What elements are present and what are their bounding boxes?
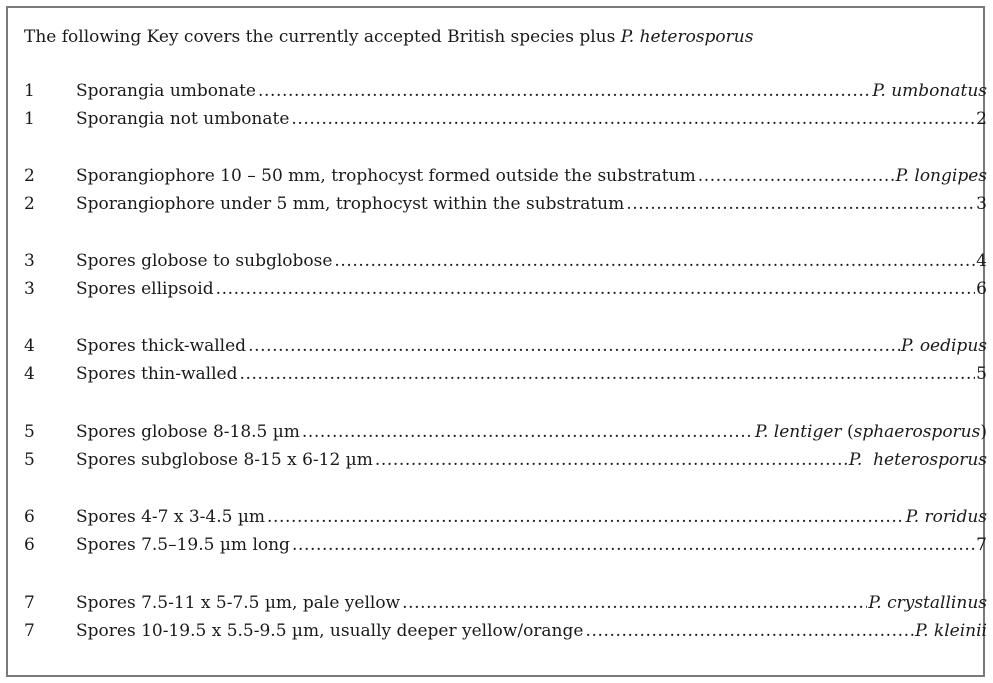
lead-target: 2 (976, 109, 987, 129)
key-row (24, 590, 987, 616)
lead-description: Spores 4-7 x 3-4.5 µm (76, 507, 266, 527)
couplet-number: 3 (24, 279, 35, 299)
leader-dots (626, 191, 975, 217)
lead-target (754, 419, 987, 445)
paren-close: ) (980, 422, 987, 442)
couplet-number: 7 (24, 621, 35, 641)
key-row (24, 191, 987, 217)
couplet-number: 1 (24, 81, 35, 101)
lead-description: Sporangiophore under 5 mm, trophocyst within the substratum (76, 194, 625, 214)
couplet-number: 6 (24, 535, 35, 555)
lead-target: 5 (976, 364, 987, 384)
key-row (24, 419, 987, 445)
lead-description: Spores thick-walled (76, 336, 247, 356)
lead-description: Spores globose to subglobose (76, 251, 333, 271)
lead-description: Spores 10-19.5 x 5.5-9.5 µm, usually deeper yellow/orange (76, 621, 584, 641)
key-lead (76, 106, 987, 132)
identification-key-box (6, 6, 985, 677)
key-row (24, 248, 987, 274)
key-row (24, 504, 987, 530)
leader-dots (248, 333, 900, 359)
key-lead (76, 361, 987, 387)
lead-target: P. crystallinus (868, 593, 987, 613)
lead-target: 4 (976, 251, 987, 271)
paren-open: ( (841, 422, 854, 442)
lead-target: P. longipes (895, 166, 987, 186)
couplet-number: 2 (24, 166, 35, 186)
key-row (24, 163, 987, 189)
couplet-number: 5 (24, 422, 35, 442)
lead-description: Spores 7.5–19.5 µm long (76, 535, 290, 555)
couplet-number: 7 (24, 593, 35, 613)
leader-dots (585, 618, 914, 644)
leader-dots (292, 532, 975, 558)
key-intro (24, 24, 753, 50)
couplet-number: 6 (24, 507, 35, 527)
key-lead (76, 590, 987, 616)
lead-target: 3 (976, 194, 987, 214)
couplet-number: 3 (24, 251, 35, 271)
synonym-name: sphaerosporus (853, 422, 981, 442)
leader-dots (375, 447, 848, 473)
key-lead (76, 504, 987, 530)
lead-description: Spores ellipsoid (76, 279, 214, 299)
key-row (24, 447, 987, 473)
leader-dots (302, 419, 754, 445)
intro-text: The following Key covers the currently accepted British species plus (24, 27, 621, 47)
lead-target: P. umbonatus (872, 81, 987, 101)
leader-dots (291, 106, 975, 132)
key-lead (76, 333, 987, 359)
key-row (24, 361, 987, 387)
key-row (24, 532, 987, 558)
lead-description: Sporangiophore 10 – 50 mm, trophocyst formed outside the substratum (76, 166, 696, 186)
leader-dots (402, 590, 867, 616)
key-row (24, 618, 987, 644)
couplet-number: 5 (24, 450, 35, 470)
key-lead (76, 447, 987, 473)
couplet-number: 4 (24, 336, 35, 356)
taxon-name: P. lentiger (754, 422, 842, 442)
lead-description: Sporangia umbonate (76, 81, 256, 101)
key-lead (76, 532, 987, 558)
key-row (24, 276, 987, 302)
lead-target: P. roridus (905, 507, 987, 527)
leader-dots (334, 248, 975, 274)
lead-description: Spores 7.5-11 x 5-7.5 µm, pale yellow (76, 593, 401, 613)
lead-description: Sporangia not umbonate (76, 109, 290, 129)
lead-target: P. kleinii (915, 621, 987, 641)
lead-target: P. oedipus (901, 336, 987, 356)
lead-description: Spores globose 8-18.5 µm (76, 422, 300, 442)
key-row (24, 106, 987, 132)
key-lead (76, 248, 987, 274)
couplet-number: 2 (24, 194, 35, 214)
key-lead (76, 618, 987, 644)
leader-dots (698, 163, 895, 189)
key-row (24, 78, 987, 104)
lead-description: Spores thin-walled (76, 364, 238, 384)
key-row (24, 333, 987, 359)
leader-dots (216, 276, 976, 302)
leader-dots (258, 78, 871, 104)
key-lead (76, 276, 987, 302)
leader-dots (240, 361, 976, 387)
key-lead (76, 163, 987, 189)
key-lead (76, 419, 987, 445)
couplet-number: 4 (24, 364, 35, 384)
lead-target: 7 (976, 535, 987, 555)
lead-target: P. heterosporus (848, 450, 987, 470)
key-lead (76, 78, 987, 104)
leader-dots (267, 504, 905, 530)
key-lead (76, 191, 987, 217)
lead-target: 6 (976, 279, 987, 299)
intro-taxon: P. heterosporus (620, 27, 754, 47)
lead-description: Spores subglobose 8-15 x 6-12 µm (76, 450, 373, 470)
couplet-number: 1 (24, 109, 35, 129)
